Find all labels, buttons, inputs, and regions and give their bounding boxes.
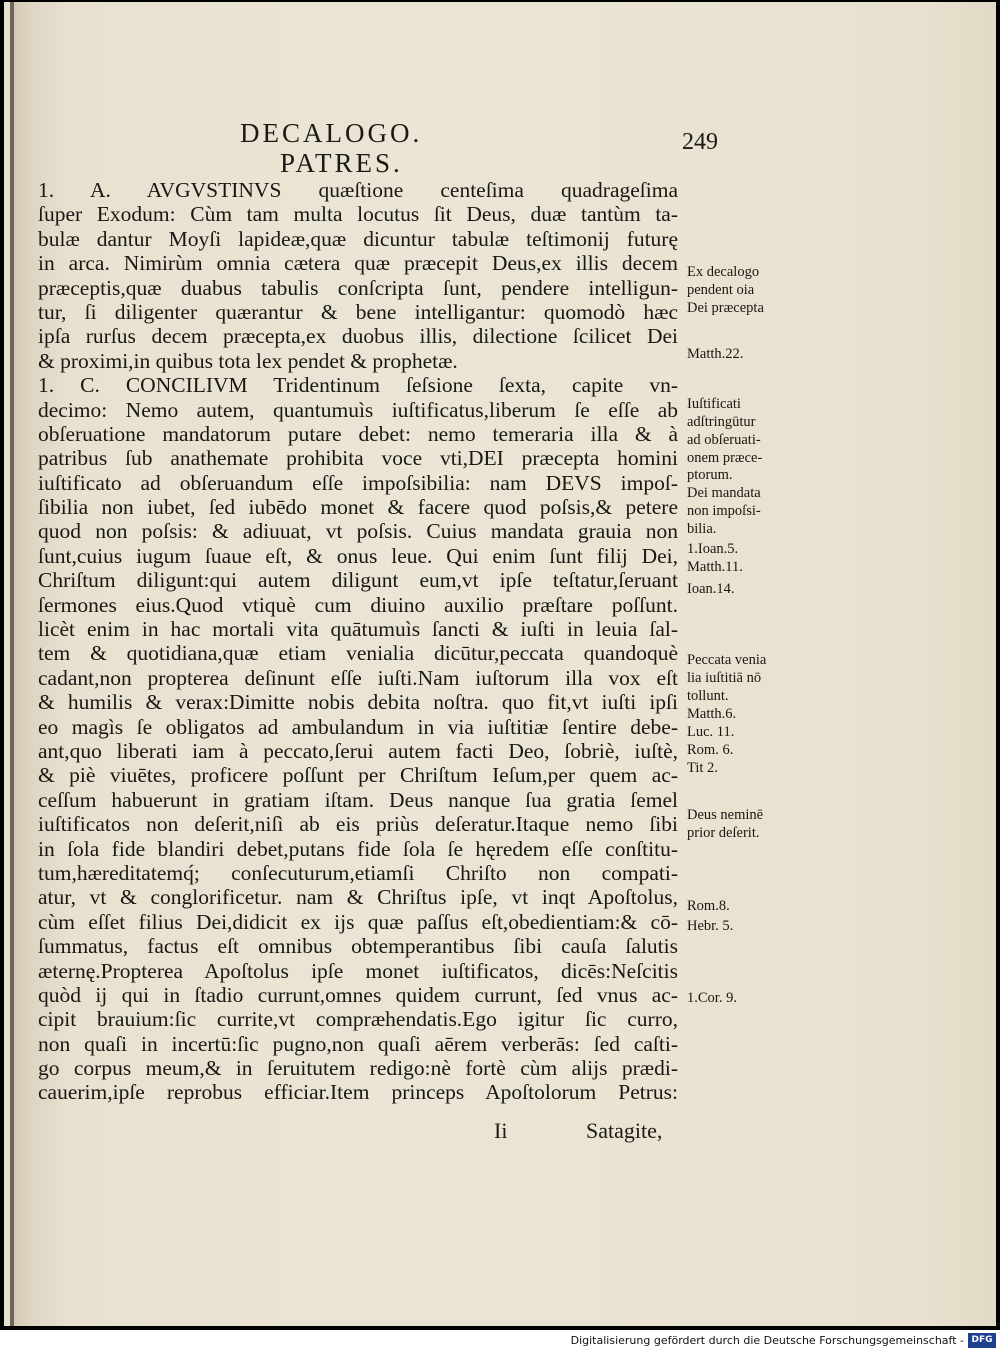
margin-note: Dei præcepta: [687, 300, 764, 316]
page-paper: [10, 2, 996, 1326]
margin-note: Ioan.14.: [687, 581, 735, 597]
text-line: atur, vt & conglorificetur. nam & Chriſtus ipſe, vt inqt Apoſtolus,: [38, 885, 678, 910]
text-line: 1. C. CONCILIVM Tridentinum ſeſsione ſexta, capite vn-: [38, 373, 678, 398]
text-line: & proximi,in quibus tota lex pendet & prophetæ.: [38, 348, 458, 373]
text-line: ſibilia non iubet, ſed iubēdo monet & facere quod poſsis,& petere: [38, 495, 678, 520]
text-line: in ſola fide blandiri debet,putans fide ſola ſe hęredem eſſe conſtitu-: [38, 836, 678, 861]
signature-mark: Ii: [494, 1118, 508, 1143]
margin-note: Deus neminē: [687, 807, 764, 823]
text-line: non quaſi in incertū:ſic pugno,non quaſi aērem verberās: ſed caſti-: [38, 1031, 678, 1056]
funding-credit: Digitalisierung gefördert durch die Deutsche Forschungsgemeinschaft -: [570, 1334, 964, 1347]
section-heading: PATRES.: [280, 148, 403, 178]
margin-note: pendent oia: [687, 282, 755, 298]
text-line: 1. A. AVGVSTINVS quæſtione centeſima quadrageſima: [38, 178, 678, 202]
text-line: decimo: Nemo autem, quantumuìs iuſtificatus,liberum ſe eſſe ab: [38, 397, 678, 422]
text-line: obſeruatione mandatorum putare debet: nemo temeraria illa & à: [38, 421, 678, 446]
margin-note: tollunt.: [687, 688, 729, 704]
margin-note: onem præce-: [687, 450, 763, 466]
text-line: quòd ij qui in ſtadio currunt,omnes quidem currunt, ſed vnus ac-: [38, 982, 678, 1007]
margin-note: adſtringūtur: [687, 414, 756, 430]
margin-note: non impoſsi-: [687, 503, 761, 519]
text-line: quod non poſsis: & adiuuat, vt poſsis. Cuius mandata grauia non: [38, 519, 678, 544]
text-line: iuſtificato ad obſeruandum eſſe impoſsibilia: nam DEVS impoſ-: [38, 470, 678, 495]
margin-note: prior deſerit.: [687, 825, 760, 841]
text-line: ant,quo liberati iam à peccato,ſerui autem facti Deo, ſobriè, iuſtè,: [38, 738, 678, 763]
text-line: ſummatus, factus eſt omnibus obtemperantibus ſibi cauſa ſalutis: [38, 934, 678, 959]
text-line: in arca. Nimirùm omnia cætera quæ præcepit Deus,ex illis decem: [38, 251, 678, 276]
margin-note: lia iuſtitiā nō: [687, 670, 762, 686]
text-line: bulæ dantur Moyſi lapideæ,quæ dicuntur tabulæ teſtimonij futurę: [38, 226, 678, 251]
text-line: iuſtificatos non deſerit,niſì ab eis priùs deſeratur.Itaque nemo ſibi: [38, 812, 678, 837]
text-line: tem & quotidiana,quæ etiam venialia dicūtur,peccata quandoquè: [38, 641, 678, 666]
credit-bar: [0, 1330, 1000, 1352]
margin-note: Luc. 11.: [687, 724, 735, 740]
main-text-block: [38, 178, 678, 1105]
text-line: cùm eſſet filius Dei,didicit ex ijs quæ paſſus eſt,obedientiam:& cō-: [38, 909, 678, 934]
text-line: go corpus meum,& in ſeruitutem redigo:nè fortè cùm alijs prædi-: [38, 1056, 678, 1081]
catchword: Satagite,: [586, 1118, 663, 1143]
margin-note: ptorum.: [687, 467, 733, 483]
dfg-logo: DFG: [968, 1333, 996, 1348]
text-line: tur, ſi diligenter quærantur & bene intelligantur: quomodò hæc: [38, 299, 678, 324]
margin-note: Tit 2.: [687, 760, 718, 776]
margin-note: 1.Cor. 9.: [687, 990, 737, 1006]
page-gutter: [10, 2, 14, 1326]
book-page: [4, 2, 996, 1326]
text-line: eo magìs ſe obligatos ad ambulandum in via iuſtitiæ ſentire debe-: [38, 714, 678, 739]
margin-note: Dei mandata: [687, 485, 761, 501]
text-line: cauerim,ipſe reprobus efficiar.Item princeps Apoſtolorum Petrus:: [38, 1080, 678, 1105]
text-line: præceptis,quæ duabus tabulis conſcripta ſunt, pendere intelligun-: [38, 275, 678, 300]
margin-note: Matth.11.: [687, 559, 743, 575]
text-line: ſuper Exodum: Cùm tam multa locutus ſit Deus, duæ tantùm ta-: [38, 202, 678, 227]
text-line: licèt enim in hac mortali vita quātumuìs ſancti & iuſti in leuia ſal-: [38, 617, 678, 642]
margin-note: Rom.8.: [687, 898, 730, 914]
margin-note: Matth.22.: [687, 346, 744, 362]
margin-note: Rom. 6.: [687, 742, 734, 758]
text-line: & piè viuētes, proficere poſſunt per Chriſtum Ieſum,per quem ac-: [38, 763, 678, 788]
text-line: ſunt,cuius iugum ſuaue eſt, & onus leue. Qui enim ſunt filij Dei,: [38, 543, 678, 568]
text-line: patribus ſub anathemate prohibita voce vti,DEI præcepta homini: [38, 446, 678, 471]
margin-note: Peccata venia: [687, 652, 767, 668]
text-line: Chriſtum diligunt:qui autem diligunt eum,vt ipſe teſtatur,ſeruant: [38, 568, 678, 593]
margin-note: Iuſtificati: [687, 396, 741, 412]
text-line: ſermones eius.Quod vtiquè cum diuino auxilio præſtare poſſunt.: [38, 592, 678, 617]
margin-note: Matth.6.: [687, 706, 737, 722]
text-line: cadant,non propterea deſinunt eſſe iuſti.Nam iuſtorum illa vox eſt: [38, 665, 678, 690]
margin-note: Ex decalogo: [687, 264, 760, 280]
text-line: tum,hæreditatemq́; conſecuturum,etiamſi Chriſto non compati-: [38, 860, 678, 885]
margin-note: 1.Ioan.5.: [687, 541, 739, 557]
margin-note: bilia.: [687, 521, 717, 537]
margin-note: ad obſeruati-: [687, 432, 761, 448]
text-line: æternę.Propterea Apoſtolus ipſe monet iuſtificatos, dicēs:Neſcitis: [38, 958, 678, 983]
text-line: cipit brauium:ſic currite,vt compræhendatis.Ego igitur ſic curro,: [38, 1007, 678, 1032]
text-line: ipſa rurſus decem præcepta,ex duobus illis, dilectione ſcilicet Dei: [38, 324, 678, 349]
margin-note: Hebr. 5.: [687, 918, 734, 934]
running-head-title: DECALOGO.: [240, 118, 423, 148]
page-number: 249: [682, 129, 718, 155]
text-line: ceſſum habuerunt in gratiam iſtam. Deus nanque ſua gratia ſemel: [38, 787, 678, 812]
text-line: & humilis & verax:Dimitte nobis debita noſtra. quo fit,vt iuſti ipſi: [38, 690, 678, 715]
